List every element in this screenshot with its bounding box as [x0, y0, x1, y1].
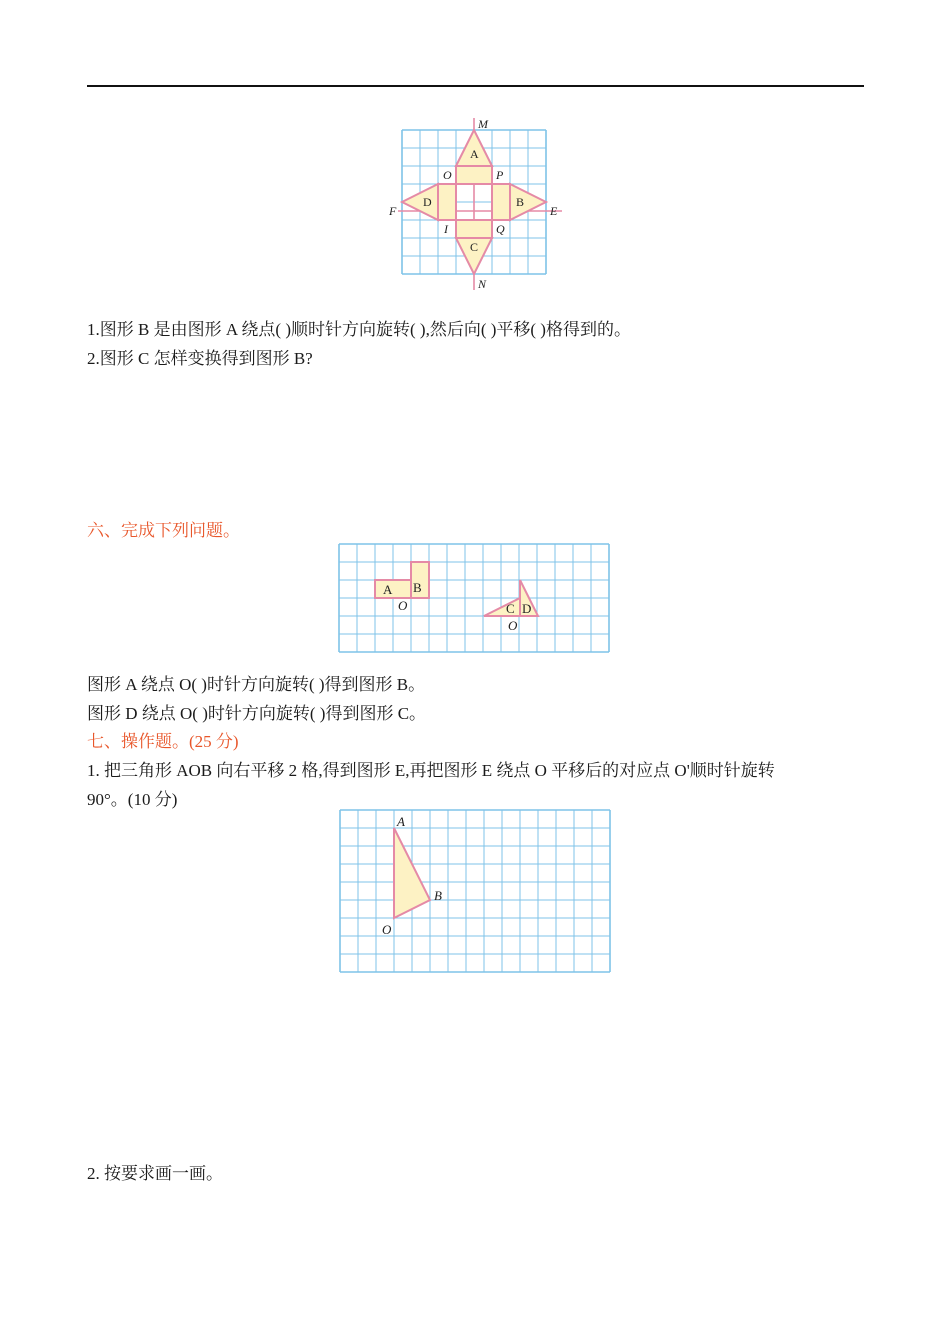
section-6-line-1: 图形 A 绕点 O( )时针方向旋转( )得到图形 B。: [87, 675, 426, 694]
label-b-7: B: [434, 888, 442, 903]
label-o-7: O: [382, 922, 392, 937]
section-7-q1-line-1: 1. 把三角形 AOB 向右平移 2 格,得到图形 E,再把图形 E 绕点 O 平移后的对应点 O'顺时针旋转: [87, 761, 775, 780]
section-7-heading: 七、操作题。(25 分): [87, 732, 239, 751]
label-c: C: [470, 240, 479, 254]
label-m: M: [478, 117, 488, 131]
label-q: Q: [496, 222, 505, 236]
label-n: N: [478, 277, 487, 291]
section-7-q1-line-2: 90°。(10 分): [87, 790, 178, 809]
section-6-line-2: 图形 D 绕点 O( )时针方向旋转( )得到图形 C。: [87, 704, 427, 723]
label-d-6: D: [522, 601, 532, 616]
label-e: E: [550, 204, 558, 218]
label-a-7: A: [397, 814, 405, 829]
label-a: A: [470, 147, 479, 161]
q5-line-1: 1.图形 B 是由图形 A 绕点( )顺时针方向旋转( ),然后向( )平移( )格得到的。: [87, 320, 631, 339]
label-o: O: [443, 168, 452, 182]
q5-line-2: 2.图形 C 怎样变换得到图形 B?: [87, 349, 313, 368]
label-a-6: A: [383, 582, 393, 597]
label-f: F: [389, 204, 397, 218]
label-i: I: [444, 222, 448, 236]
label-d: D: [423, 195, 432, 209]
label-b: B: [516, 195, 525, 209]
section-6-heading: 六、完成下列问题。: [87, 521, 240, 540]
grid-3: [340, 810, 610, 972]
label-b-6: B: [413, 580, 422, 595]
section-7-q2: 2. 按要求画一画。: [87, 1164, 223, 1183]
label-c-6: C: [506, 601, 515, 616]
label-o-6b: O: [508, 618, 518, 633]
label-p: P: [496, 168, 504, 182]
label-o-6a: O: [398, 598, 408, 613]
